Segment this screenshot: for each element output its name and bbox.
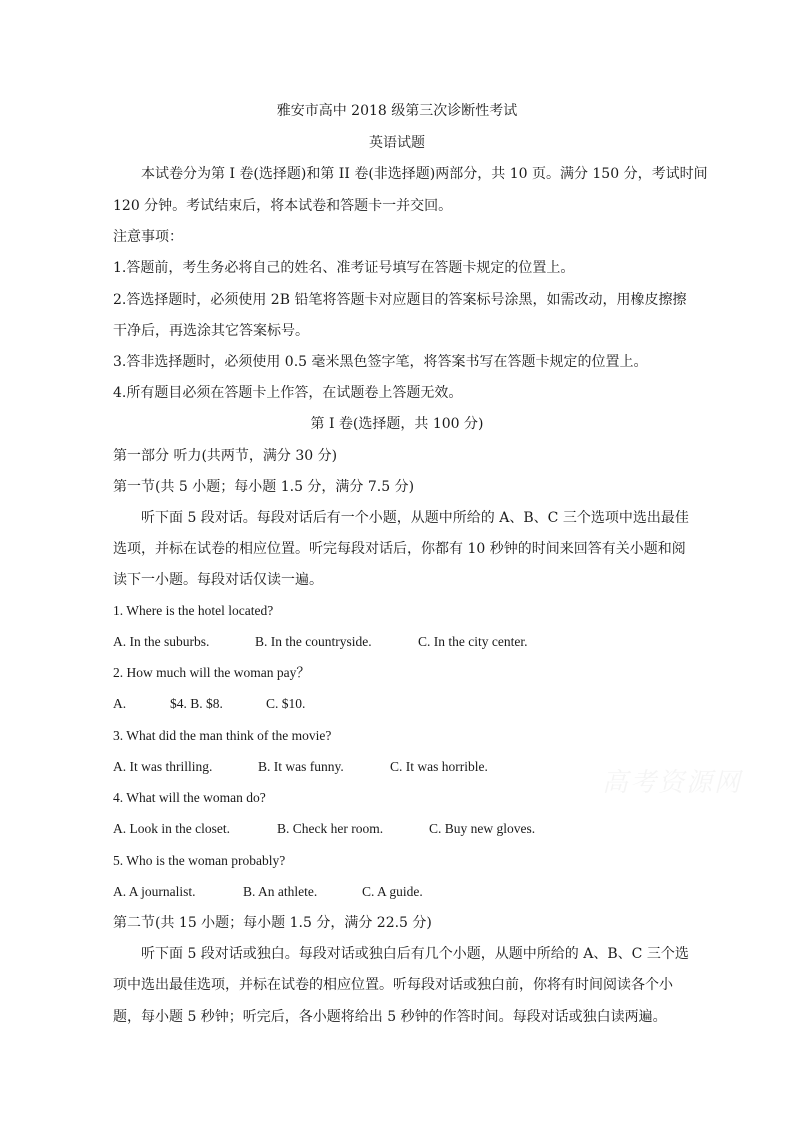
notes-item-1: 1.答题前，考生务必将自己的姓名、准考证号填写在答题卡规定的位置上。: [113, 260, 575, 276]
question-1-option-c: C. In the city center.: [418, 634, 528, 649]
section-2-heading: 第二节(共 15 小题；每小题 1.5 分，满分 22.5 分): [113, 915, 432, 931]
question-2-option-c: C. $10.: [266, 696, 306, 711]
question-4-option-a: A. Look in the closet.: [113, 821, 230, 836]
section-1-instructions-1: 听下面 5 段对话。每段对话后有一个小题，从题中所给的 A、B、C 三个选项中选出最佳: [141, 510, 689, 526]
watermark: [602, 762, 742, 799]
section-2-instructions-3: 题，每小题 5 秒钟；听完后，各小题将给出 5 秒钟的作答时间。每段对话或独白读两遍。: [113, 1009, 667, 1025]
section-1-heading: 第一节(共 5 小题；每小题 1.5 分，满分 7.5 分): [113, 479, 415, 495]
question-5-option-b: B. An athlete.: [243, 884, 318, 899]
notes-item-4: 4.所有题目必须在答题卡上作答，在试题卷上答题无效。: [113, 385, 463, 401]
question-3: 3. What did the man think of the movie?: [113, 728, 332, 743]
notes-item-3: 3.答非选择题时，必须使用 0.5 毫米黑色签字笔，将答案书写在答题卡规定的位置上。: [113, 354, 648, 370]
question-5: 5. Who is the woman probably?: [113, 853, 286, 868]
intro-line-2: 120 分钟。考试结束后，将本试卷和答题卡一并交回。: [113, 198, 453, 214]
question-2: 2. How much will the woman pay？: [113, 665, 310, 680]
question-4-option-c: C. Buy new gloves.: [429, 821, 536, 836]
question-5-option-c: C. A guide.: [362, 884, 423, 899]
question-3-option-c: C. It was horrible.: [390, 759, 488, 774]
exam-subject: 英语试题: [369, 135, 425, 151]
section-2-instructions-2: 项中选出最佳选项，并标在试卷的相应位置。听每段对话或独白前，你将有时间阅读各个小: [113, 977, 673, 993]
question-4-option-b: B. Check her room.: [277, 821, 384, 836]
question-4: 4. What will the woman do?: [113, 790, 266, 805]
part-1-heading: 第一部分 听力(共两节，满分 30 分): [113, 448, 338, 464]
question-2-option-a: A.: [113, 696, 127, 711]
question-1-option-a: A. In the suburbs.: [113, 634, 210, 649]
question-3-option-a: A. It was thrilling.: [113, 759, 213, 774]
notes-item-2a: 2.答选择题时，必须使用 2B 铅笔将答题卡对应题目的答案标号涂黑，如需改动，用橡皮擦擦: [113, 292, 687, 308]
question-1: 1. Where is the hotel located?: [113, 603, 274, 618]
question-5-option-a: A. A journalist.: [113, 884, 196, 899]
intro-line-1: 本试卷分为第 I 卷(选择题)和第 II 卷(非选择题)两部分，共 10 页。满分 150 分，考试时间: [141, 166, 708, 182]
question-2-option-b: $4. B. $8.: [170, 696, 223, 711]
notes-heading: 注意事项：: [113, 229, 183, 245]
volume-title: 第 I 卷(选择题，共 100 分): [310, 416, 484, 432]
question-3-option-b: B. It was funny.: [258, 759, 344, 774]
exam-title: 雅安市高中 2018 级第三次诊断性考试: [276, 103, 518, 119]
notes-item-2b: 干净后，再选涂其它答案标号。: [113, 323, 309, 339]
section-1-instructions-2: 选项，并标在试卷的相应位置。听完每段对话后，你都有 10 秒钟的时间来回答有关小题和阅: [113, 541, 686, 557]
question-1-option-b: B. In the countryside.: [255, 634, 372, 649]
section-2-instructions-1: 听下面 5 段对话或独白。每段对话或独白后有几个小题，从题中所给的 A、B、C 三个选: [141, 946, 689, 962]
section-1-instructions-3: 读下一小题。每段对话仅读一遍。: [113, 572, 323, 588]
